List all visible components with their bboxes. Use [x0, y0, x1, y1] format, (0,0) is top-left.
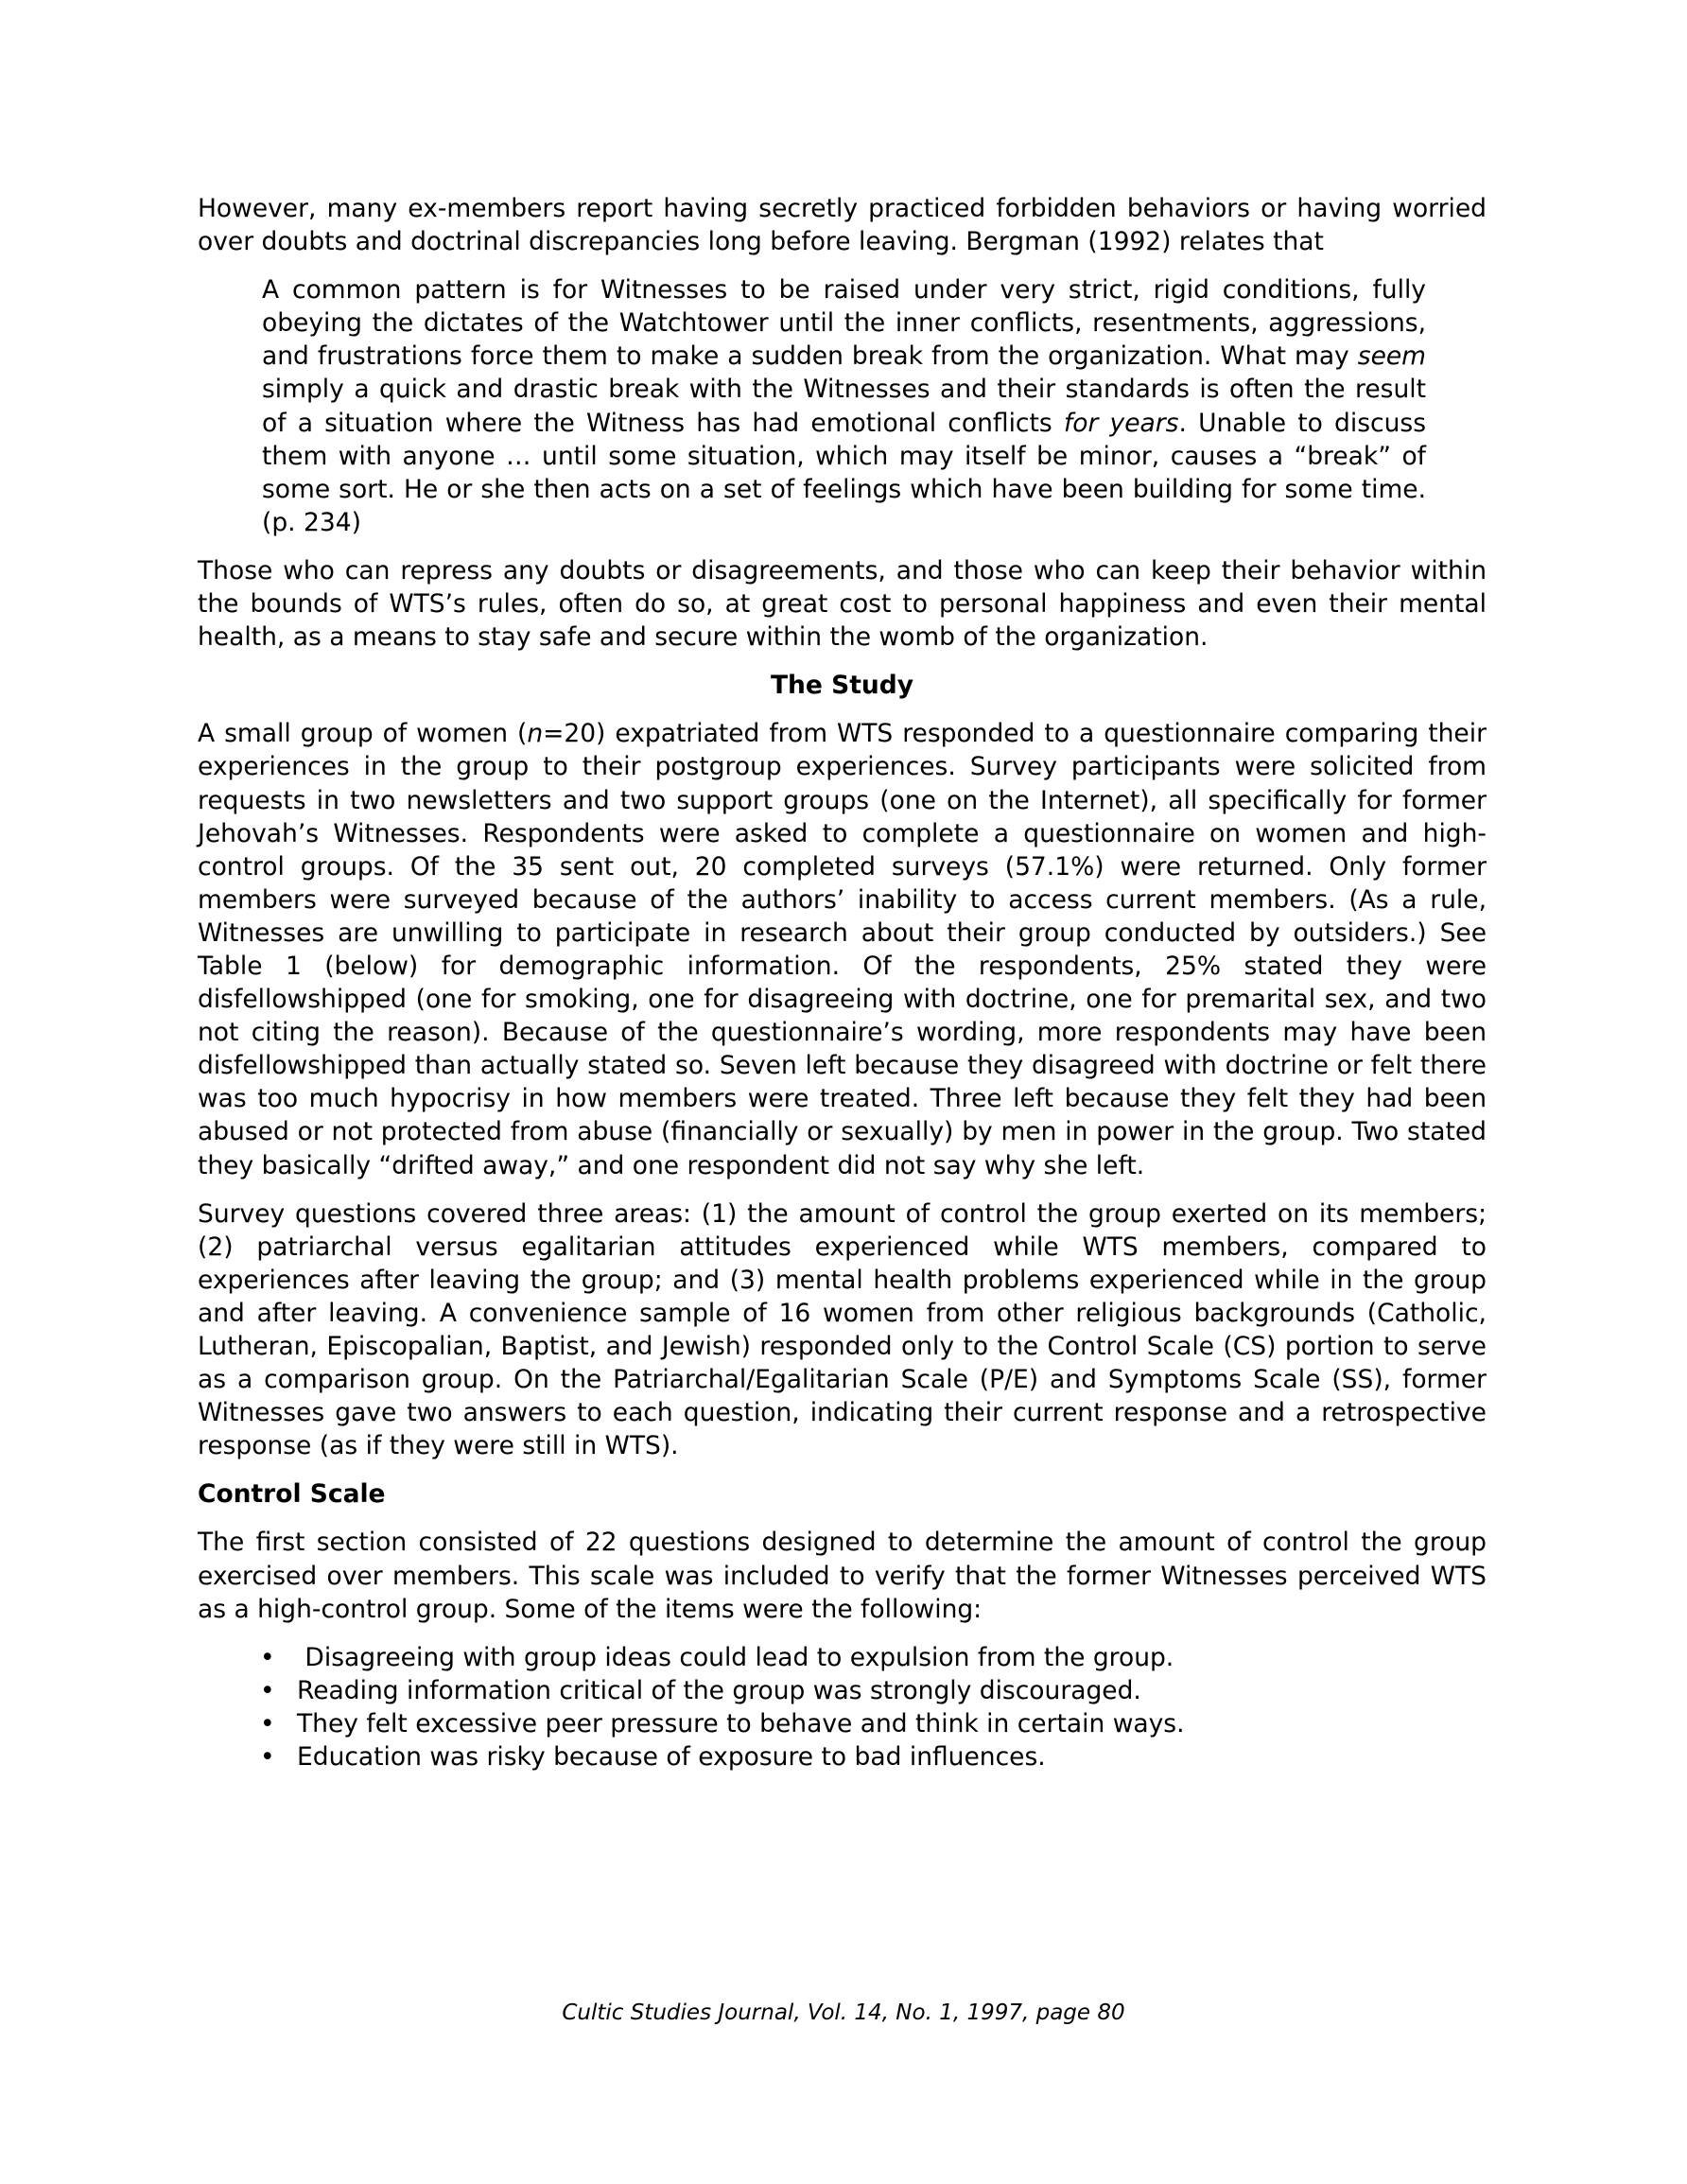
list-item: [198, 1674, 1487, 1707]
study-italic-n: n: [527, 719, 544, 749]
bullet-icon: •: [260, 1708, 275, 1738]
section-heading-control-scale: Control Scale: [198, 1479, 386, 1510]
list-item-text: Disagreeing with group ideas could lead to expulsion from the group.: [297, 1642, 1174, 1672]
control-scale-items-list: [198, 1641, 1487, 1773]
quote-text-2: simply a quick and drastic break with the Witnesses and their standards is often the result of a situation where the Witness has had emotional conflicts: [262, 375, 1426, 438]
intro-paragraph: However, many ex-members report having secretly practiced forbidden behaviors or having worried over doubts and doctrinal discrepancies long before leaving. Bergman (1992) relates that: [198, 194, 1487, 257]
page-footer-citation: Cultic Studies Journal, Vol. 14, No. 1, 1997, page 80: [562, 2001, 1125, 2025]
bullet-icon: •: [260, 1675, 275, 1705]
list-item: [198, 1641, 1487, 1674]
list-item-text: Reading information critical of the group was strongly discouraged.: [297, 1675, 1141, 1705]
list-item: [198, 1740, 1487, 1773]
quote-text-3: . Unable to discuss them with anyone … until some situation, which may itself be minor, causes a “break” of some sort. He or she then acts on a set of feelings which have been building for some time. (p. 234): [262, 408, 1426, 537]
bullet-icon: •: [260, 1742, 275, 1773]
bullet-icon: •: [260, 1642, 275, 1672]
study-paragraph-1: [198, 717, 1487, 1181]
quote-emphasis-for-years: for years: [1063, 408, 1179, 438]
study-paragraph-2: Survey questions covered three areas: (1) the amount of control the group exerted on its members; (2) patriarchal versus egalitarian attitudes experienced while WTS members, compared to experiences after leaving the group; and (3) mental health problems experienced while in the group and after leaving. A convenience sample of 16 women from other religious backgrounds (Catholic, Lutheran, Episcopalian, Baptist, and Jewish) responded only to the Control Scale (CS) portion to serve as a comparison group. On the Patriarchal/Egalitarian Scale (P/E) and Symptoms Scale (SS), former Witnesses gave two answers to each question, indicating their current response and a retrospective response (as if they were still in WTS).: [198, 1198, 1487, 1461]
quote-emphasis-seem: seem: [1357, 341, 1426, 372]
study-text-2: =20) expatriated from WTS responded to a questionnaire comparing their experiences in the group to their postgroup experiences. Survey participants were solicited from requests in two newsletters and two support groups (one on the Internet), all specifically for former Jehovah’s Witnesses. Respondents were asked to complete a questionnaire on women and high-control groups. Of the 35 sent out, 20 completed surveys (57.1%) were returned. Only former members were surveyed because of the authors’ inability to access current members. (As a rule, Witnesses are unwilling to participate in research about their group conducted by outsiders.) See Table 1 (below) for demographic information. Of the respondents, 25% stated they were disfellowshipped (one for smoking, one for disagreeing with doctrine, one for premarital sex, and two not citing the reason). Because of the questionnaire’s wording, more respondents may have been disfellowshipped than actually stated so. Seven left because they disagreed with doctrine or felt there was too much hypocrisy in how members were treated. Three left because they felt they had been abused or not protected from abuse (financially or sexually) by men in power in the group. Two stated they basically “drifted away,” and one respondent did not say why she left.: [198, 719, 1487, 1180]
section-heading-the-study: The Study: [770, 671, 913, 701]
list-item-text: Education was risky because of exposure to bad influences.: [297, 1742, 1046, 1773]
document-page: [198, 192, 1487, 1773]
list-item-text: They felt excessive peer pressure to behave and think in certain ways.: [297, 1708, 1185, 1738]
block-quote: [262, 273, 1426, 539]
list-item: [198, 1707, 1487, 1740]
repress-paragraph: Those who can repress any doubts or disagreements, and those who can keep their behavior within the bounds of WTS’s rules, often do so, at great cost to personal happiness and even their mental health, as a means to stay safe and secure within the womb of the organization.: [198, 555, 1487, 653]
quote-text-1: A common pattern is for Witnesses to be raised under very strict, rigid conditions, fully obeying the dictates of the Watchtower until the inner conflicts, resentments, aggressions, and frustrations force them to make a sudden break from the organization. What may: [262, 275, 1426, 372]
study-text-1: A small group of women (: [198, 719, 528, 749]
control-scale-paragraph: The first section consisted of 22 questions designed to determine the amount of control the group exercised over members. This scale was included to verify that the former Witnesses perceived WTS as a high-control group. Some of the items were the following:: [198, 1528, 1487, 1624]
